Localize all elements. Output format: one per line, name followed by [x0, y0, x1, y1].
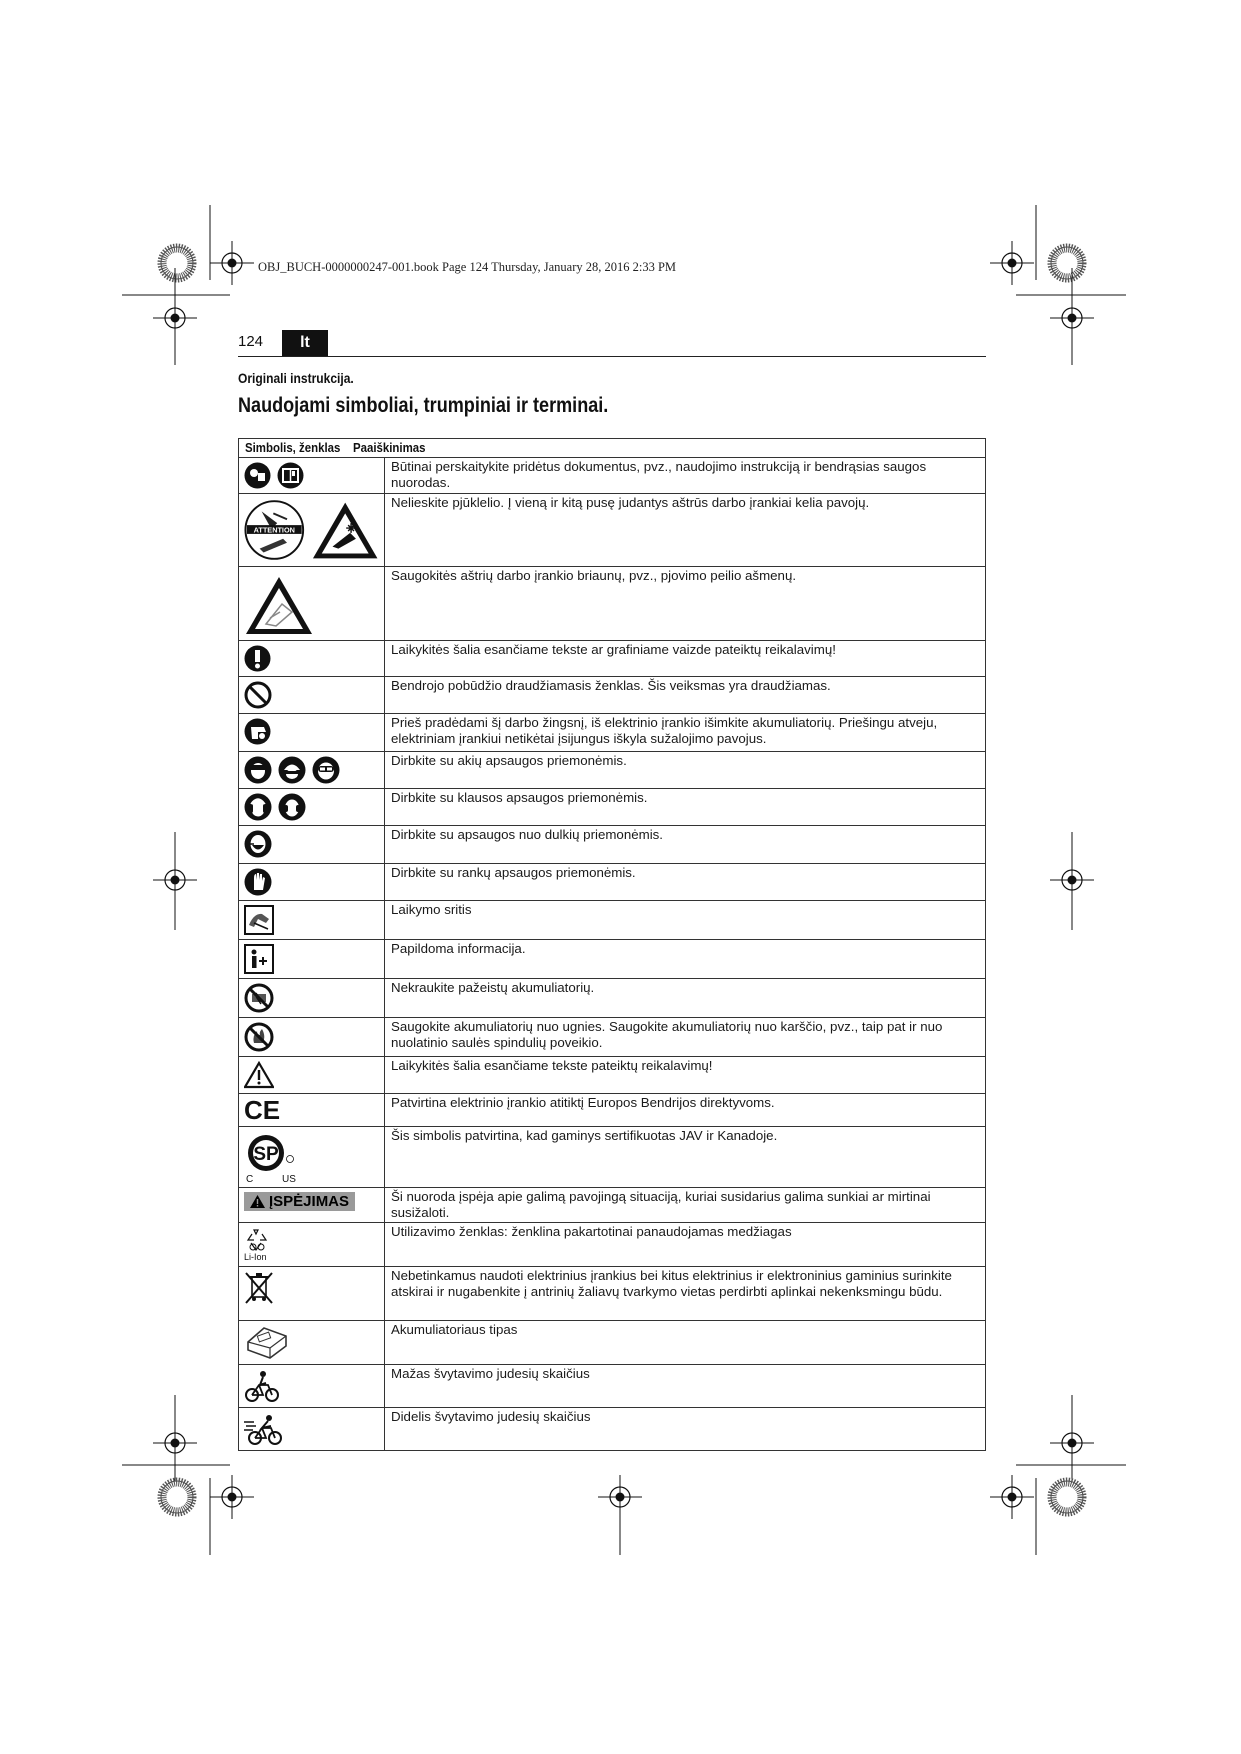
row-text: Nelieskite pjūklelio. Į vieną ir kitą pusę judantys aštrūs darbo įrankiai kelia pavojų. [385, 494, 986, 567]
recycling-icon [244, 1226, 278, 1262]
table-header [239, 439, 986, 458]
table-row [239, 1365, 986, 1408]
table-row [239, 1127, 986, 1188]
row-text: Prieš pradėdami šį darbo žingsnį, iš elektrinio įrankio išimkite akumuliatorių. Priešingu atveju, elektriniam įrankiui netikėtai įsijungus iškyla sužalojimo pavojus. [385, 714, 986, 752]
table-row [239, 1267, 986, 1321]
ear-protection-icon [278, 793, 306, 821]
battery-fire-icon [244, 1022, 274, 1052]
table-row [239, 789, 986, 826]
csa-right-label: US [282, 1174, 296, 1183]
row-text: Būtinai perskaitykite pridėtus dokumentus, pvz., naudojimo instrukciją ir bendrąsias saugos nuorodas. [385, 458, 986, 494]
attention-blade-icon [244, 499, 305, 561]
csa-left-label: C [246, 1174, 254, 1183]
row-text: Utilizavimo ženklas: ženklina pakartotinai panaudojamas medžiagas [385, 1223, 986, 1267]
table-row [239, 567, 986, 641]
slow-bicycle-icon [244, 1369, 280, 1403]
row-text: Dirbkite su klausos apsaugos priemonėmis. [385, 789, 986, 826]
battery-pack-icon [244, 1324, 290, 1360]
ce-mark-icon [244, 1096, 280, 1122]
row-text: Dirbkite su akių apsaugos priemonėmis. [385, 752, 986, 789]
book-header: OBJ_BUCH-0000000247-001.book Page 124 Thursday, January 28, 2016 2:33 PM [258, 260, 677, 274]
warning-badge-icon [250, 1195, 265, 1208]
li-ion-label: Li-Ion [244, 1252, 267, 1262]
table-row [239, 1321, 986, 1365]
row-text: Nekraukite pažeistų akumuliatorių. [385, 979, 986, 1018]
blade-warning-icon [311, 499, 379, 561]
header-explanation: Paaiškinimas [353, 440, 426, 455]
table-row [239, 979, 986, 1018]
row-text: Dirbkite su rankų apsaugos priemonėmis. [385, 864, 986, 901]
ear-defender-icon [244, 793, 272, 821]
no-charge-damaged-battery-icon [244, 983, 274, 1013]
csa-mark-icon [244, 1133, 306, 1183]
weee-bin-icon [244, 1271, 274, 1305]
table-row [239, 494, 986, 567]
read-manual-icon [244, 462, 271, 489]
mandatory-exclamation-icon [244, 645, 271, 672]
fast-bicycle-icon [244, 1412, 284, 1446]
sharp-edge-warning-icon [244, 574, 314, 636]
symbols-table [238, 438, 986, 1451]
prohibition-icon [244, 681, 272, 709]
safety-goggles-icon [312, 756, 340, 784]
row-text: Patvirtina elektrinio įrankio atitiktį Europos Bendrijos direktyvoms. [385, 1094, 986, 1127]
attention-label: ATTENTION [253, 525, 295, 535]
row-text: Ši nuoroda įspėja apie galimą pavojingą situaciją, kuriai susidarius galima sunkiai ar mirtinai susižaloti. [385, 1188, 986, 1223]
header-rule [238, 356, 986, 357]
table-row [239, 641, 986, 677]
page-title: Naudojami simboliai, trumpiniai ir terminai. [238, 394, 609, 417]
table-row [239, 1057, 986, 1094]
row-text: Dirbkite su apsaugos nuo dulkių priemonėmis. [385, 826, 986, 864]
table-row [239, 714, 986, 752]
table-row [239, 826, 986, 864]
csa-label: SP [253, 1144, 279, 1165]
table-row [239, 458, 986, 494]
row-text: Bendrojo pobūdžio draudžiamasis ženklas. Šis veiksmas yra draudžiamas. [385, 677, 986, 714]
row-text: Papildoma informacija. [385, 940, 986, 979]
row-text: Laikykitės šalia esančiame tekste pateiktų reikalavimų! [385, 1057, 986, 1094]
row-text: Mažas švytavimo judesių skaičius [385, 1365, 986, 1408]
table-row [239, 752, 986, 789]
grip-area-icon [244, 905, 274, 935]
table-row [239, 940, 986, 979]
row-text: Saugokite akumuliatorių nuo ugnies. Saugokite akumuliatorių nuo karščio, pvz., taip pat ir nuo nuolatinio saulės spindulių poveikio. [385, 1018, 986, 1057]
page-number: 124 [238, 333, 264, 350]
table-row [239, 1094, 986, 1127]
warning-badge [244, 1192, 355, 1211]
table-row [239, 677, 986, 714]
row-text: Saugokitės aštrių darbo įrankio briaunų, pvz., pjovimo peilio ašmenų. [385, 567, 986, 641]
table-row [239, 1223, 986, 1267]
row-text: Laikykitės šalia esančiame tekste ar grafiniame vaizde pateiktų reikalavimų! [385, 641, 986, 677]
row-text: Akumuliatoriaus tipas [385, 1321, 986, 1365]
ce-label: CE [244, 1096, 280, 1122]
row-text: Didelis švytavimo judesių skaičius [385, 1408, 986, 1451]
table-row [239, 1018, 986, 1057]
book-icon [277, 462, 304, 489]
warning-badge-label: ĮSPĖJIMAS [269, 1193, 350, 1210]
info-icon [244, 944, 274, 974]
gloves-icon [244, 868, 272, 896]
safety-helmet-icon [278, 756, 306, 784]
language-badge: lt [282, 330, 328, 356]
face-shield-icon [244, 756, 272, 784]
row-text: Šis simbolis patvirtina, kad gaminys sertifikuotas JAV ir Kanadoje. [385, 1127, 986, 1188]
table-row [239, 901, 986, 940]
table-row [239, 864, 986, 901]
table-header-row [239, 439, 986, 458]
table-row [239, 1408, 986, 1451]
row-text: Nebetinkamus naudoti elektrinius įrankius bei kitus elektrinius ir elektroninius gaminius surinkite atskirai ir nugabenkite į antrinių žaliavų tvarkymo vietas perdirbti aplinkai nekenksmingu būdu. [385, 1267, 986, 1321]
table-row [239, 1188, 986, 1223]
header-symbol: Simbolis, ženklas [245, 440, 341, 455]
subtitle: Originali instrukcija. [238, 370, 354, 386]
row-text: Laikymo sritis [385, 901, 986, 940]
dust-mask-icon [244, 830, 272, 858]
remove-battery-icon [244, 718, 271, 745]
general-warning-icon [244, 1061, 274, 1089]
